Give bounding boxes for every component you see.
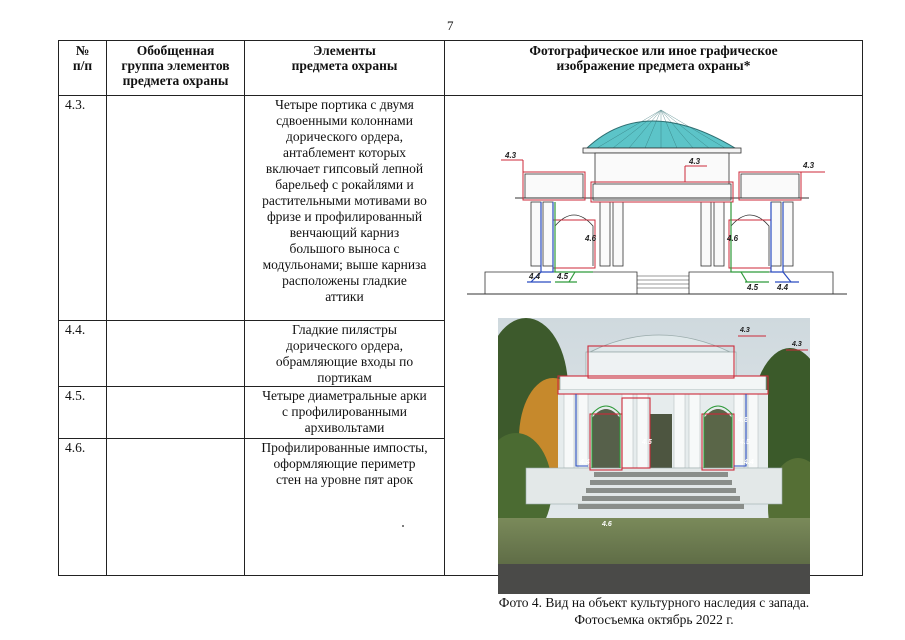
header-image: Фотографическое или иное графическое изображение предмета охраны* xyxy=(445,41,863,96)
drawing-label: 4.3 xyxy=(689,157,701,166)
photo-label: 4.5 xyxy=(740,439,750,446)
drawing-label: 4.6 xyxy=(585,234,597,243)
drawing-label: 4.4 xyxy=(529,272,541,281)
row-group xyxy=(107,96,245,321)
drawing-label: 4.5 xyxy=(747,283,759,292)
row-description: Четыре портика с двумя сдвоенными колоннами дорического ордера, антаблемент которых включает гипсовый лепной барельеф с рокайлями и растительными мотивами во фризе и профилированный венчающий карниз большого выноса с модульонами; выше карниза расположены гладкие аттики xyxy=(245,96,445,321)
drawing-label: 4.5 xyxy=(557,272,569,281)
row-number: 4.3. xyxy=(59,96,107,321)
photo-label: 4.6 xyxy=(738,417,748,424)
photo-caption: Фото 4. Вид на объект культурного наследия с запада. Фотосъемка октябрь 2022 г. xyxy=(498,595,810,627)
photo-label: 4.5 xyxy=(642,439,652,446)
row-description: Гладкие пилястры дорического ордера, обрамляющие входы по портикам xyxy=(245,321,445,387)
drawing-label: 4.3 xyxy=(803,161,815,170)
facade-drawing xyxy=(445,96,863,318)
drawing-label: 4.3 xyxy=(505,151,517,160)
row-description: Четыре диаметральные арки с профилированными архивольтами xyxy=(245,387,445,439)
header-group: Обобщенная группа элементов предмета охраны xyxy=(107,41,245,96)
page-number: 7 xyxy=(447,18,454,33)
photo-label: 4.4 xyxy=(580,459,590,466)
header-elements: Элементы предмета охраны xyxy=(245,41,445,96)
drawing-label: 4.6 xyxy=(727,234,739,243)
table-row xyxy=(59,96,863,321)
row-group xyxy=(107,321,245,387)
row-group xyxy=(107,439,245,576)
heritage-elements-table xyxy=(58,40,863,627)
photo-label: 4.6 xyxy=(602,521,612,528)
photo-label: 4.3 xyxy=(792,341,802,348)
photo-label: 4.3 xyxy=(740,327,750,334)
row-number: 4.5. xyxy=(59,387,107,439)
row-number: 4.6. xyxy=(59,439,107,576)
rotunda-photo xyxy=(498,318,810,594)
header-number: № п/п xyxy=(59,41,107,96)
row-group xyxy=(107,387,245,439)
row-description: Профилированные импосты, оформляющие периметр стен на уровне пят арок xyxy=(245,439,445,576)
image-cell xyxy=(445,96,863,627)
drawing-label: 4.4 xyxy=(777,283,789,292)
photo-label: 4.4 xyxy=(744,459,754,466)
scan-speck xyxy=(402,525,404,527)
row-number: 4.4. xyxy=(59,321,107,387)
table-header-row xyxy=(59,41,863,96)
